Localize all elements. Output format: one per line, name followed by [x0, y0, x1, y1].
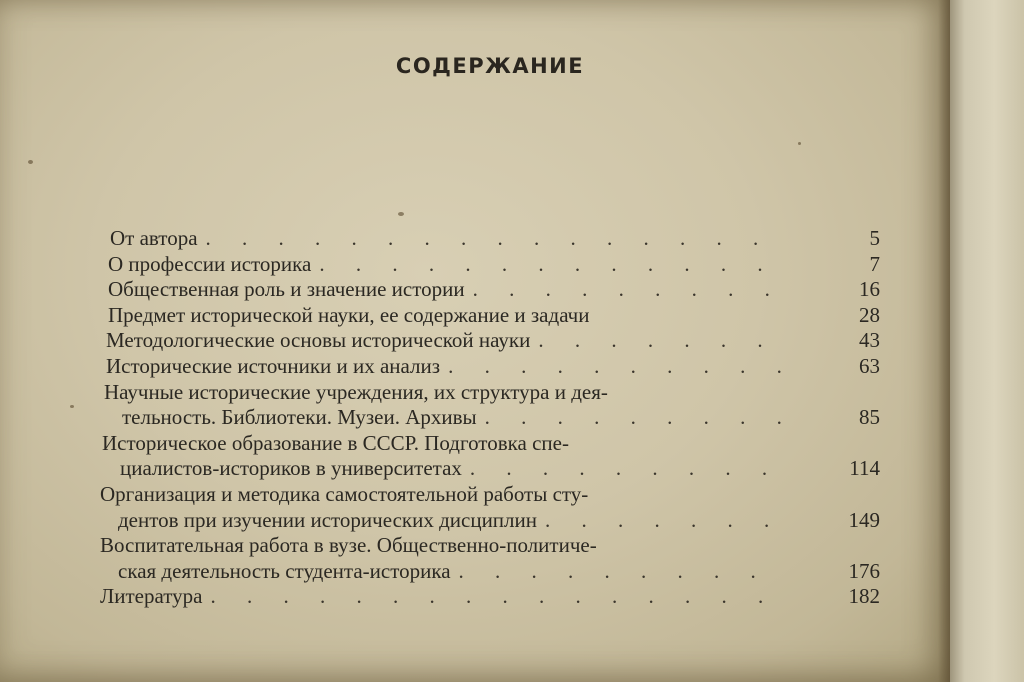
- dot-leader: [485, 405, 788, 431]
- toc-entry-title: Общественная роль и значение истории: [108, 277, 465, 302]
- toc-page-number: 85: [859, 405, 880, 430]
- dot-leader: [545, 508, 788, 534]
- facing-page-edge: [950, 0, 1024, 682]
- dot-leader: [319, 252, 788, 278]
- toc-entry-title-continued: циалистов-историков в университетах: [120, 456, 462, 481]
- dot-leader: [538, 328, 788, 354]
- dot-leader: [206, 226, 788, 252]
- toc-page-number: 28: [859, 302, 880, 327]
- toc-entry-title: Литература: [100, 584, 203, 609]
- toc-entry-title: Научные исторические учреждения, их структура и дея-: [104, 379, 608, 404]
- dot-leader: [459, 559, 788, 585]
- toc-page-number: 16: [859, 277, 880, 302]
- toc-entry: [100, 303, 880, 329]
- toc-entry-title: О профессии историка: [108, 251, 312, 276]
- toc-entry: [100, 252, 880, 278]
- toc-entry-title-continued: дентов при изучении исторических дисциплин: [118, 507, 538, 532]
- toc-page-number: 176: [848, 558, 880, 583]
- paper-speck: [398, 212, 404, 216]
- toc-page-number: 43: [859, 328, 880, 353]
- toc-entry-title: Историческое образование в СССР. Подготовка спе-: [102, 430, 569, 455]
- dot-leader: [470, 456, 788, 482]
- toc-page-number: 7: [869, 251, 880, 276]
- paper-speck: [28, 160, 33, 164]
- toc-entry: [100, 380, 880, 431]
- toc-entry-title: Воспитательная работа в вузе. Общественно-политиче-: [100, 533, 597, 558]
- paper-speck: [798, 142, 801, 145]
- toc-entry-title-continued: ская деятельность студента-историка: [118, 558, 451, 583]
- table-of-contents: [100, 226, 880, 610]
- toc-page-number: 63: [859, 353, 880, 378]
- toc-entry: [100, 533, 880, 584]
- contents-heading: СОДЕРЖАНИЕ: [395, 54, 585, 78]
- toc-entry: [100, 226, 880, 252]
- toc-page-number: 5: [869, 226, 880, 250]
- toc-entry-title: Методологические основы исторической науки: [106, 328, 531, 353]
- toc-entry-title: Предмет исторической науки, ее содержание и задачи: [108, 302, 590, 327]
- toc-entry: [100, 354, 880, 380]
- toc-entry: [100, 584, 880, 610]
- toc-entry-title-continued: тельность. Библиотеки. Музеи. Архивы: [122, 405, 477, 430]
- dot-leader: [473, 277, 788, 303]
- toc-entry: [100, 277, 880, 303]
- toc-page-number: 114: [849, 456, 880, 481]
- toc-entry: [100, 328, 880, 354]
- toc-page-number: 149: [848, 507, 880, 532]
- toc-entry: [100, 482, 880, 533]
- toc-entry-title: От автора: [110, 226, 198, 250]
- toc-entry-title: Исторические источники и их анализ: [106, 353, 441, 378]
- dot-leader: [448, 354, 788, 380]
- dot-leader: [210, 584, 788, 610]
- paper-speck: [70, 405, 74, 408]
- toc-page-number: 182: [848, 584, 880, 609]
- toc-entry: [100, 431, 880, 482]
- toc-entry-title: Организация и методика самостоятельной работы сту-: [100, 481, 589, 506]
